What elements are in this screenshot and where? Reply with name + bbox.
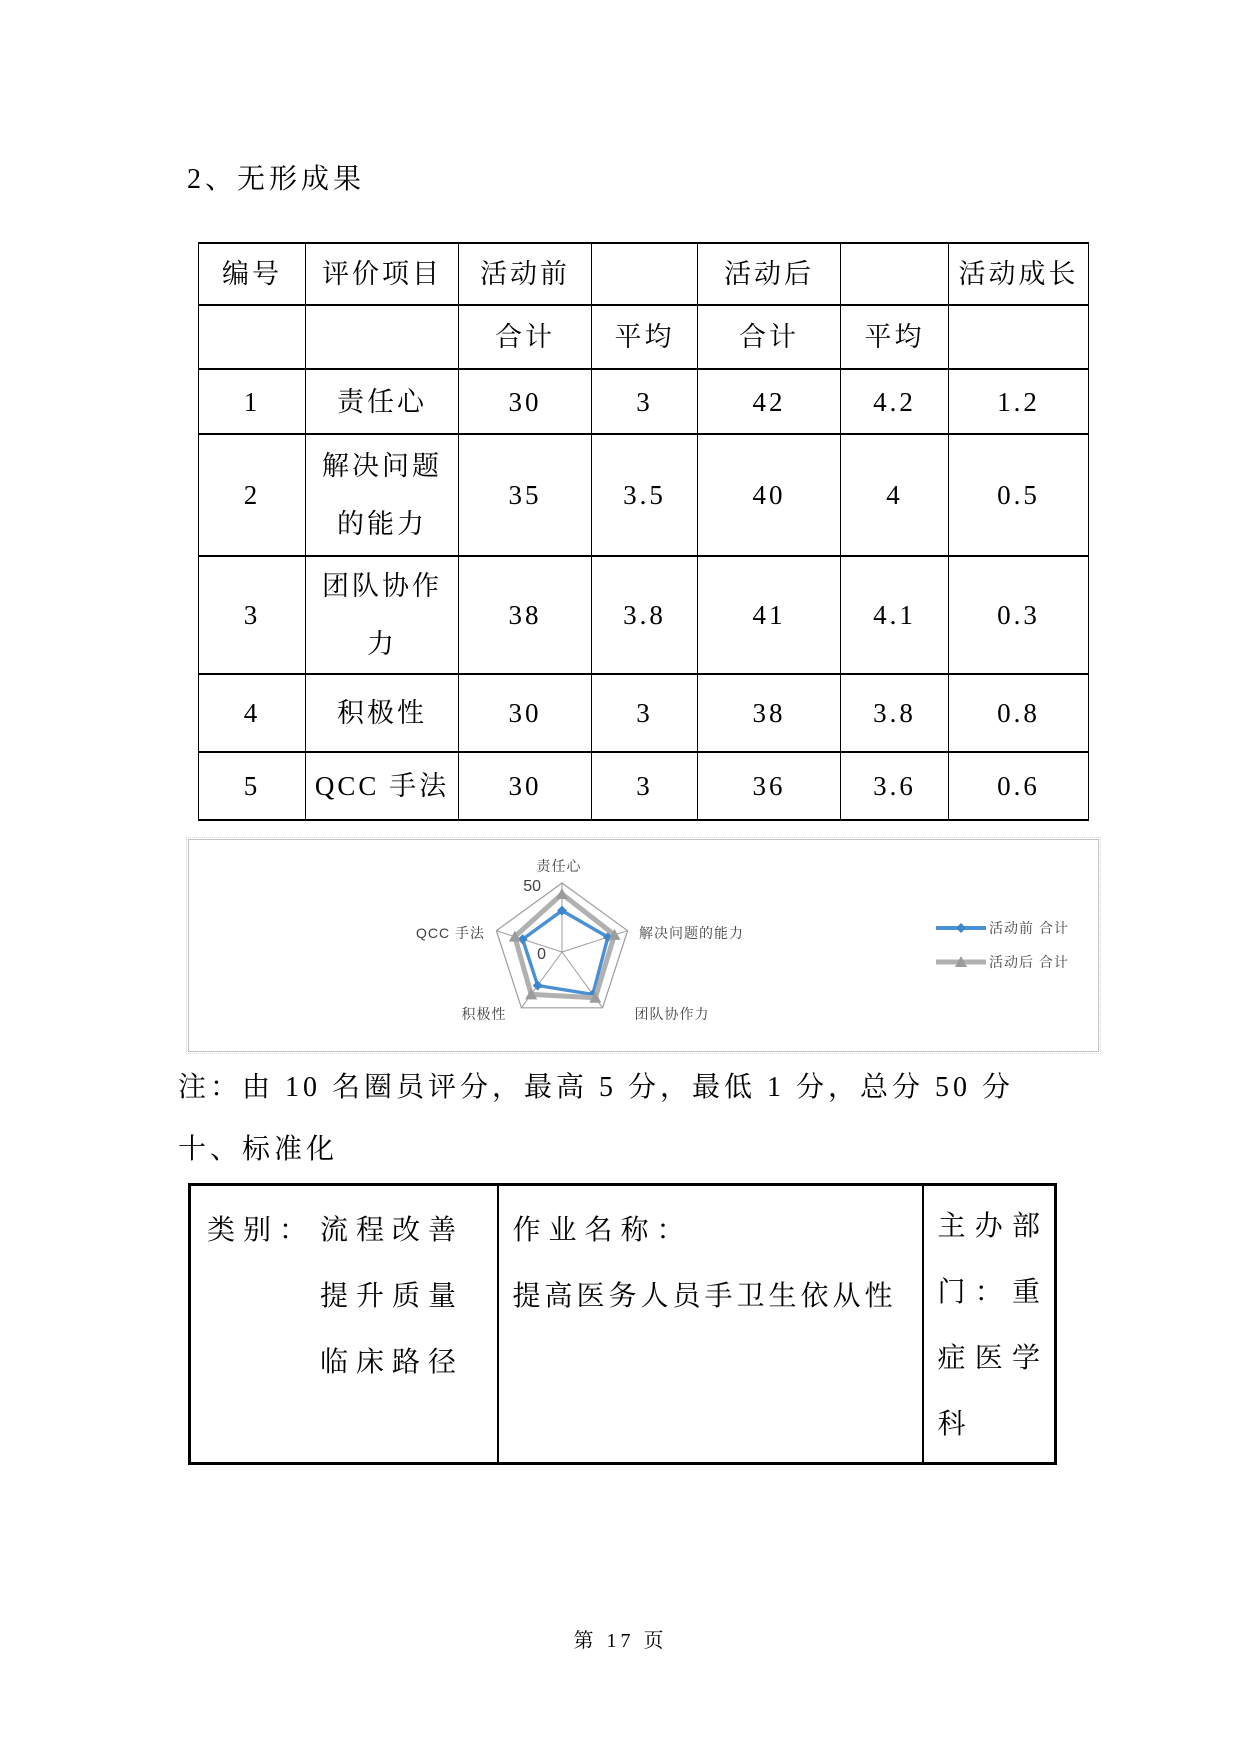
table-header-row bbox=[199, 243, 1089, 305]
cell-pre-avg: 3.8 bbox=[592, 556, 698, 674]
axis-label-problem-solving: 解决问题的能力 bbox=[639, 925, 744, 941]
cell-growth: 0.5 bbox=[949, 434, 1089, 556]
legend-label: 活动后 合计 bbox=[989, 954, 1069, 970]
table-row bbox=[190, 1185, 1056, 1464]
tick-label-0: 0 bbox=[537, 946, 546, 963]
intangible-results-table bbox=[198, 242, 1089, 821]
cell-pre-total: 30 bbox=[459, 369, 592, 434]
axis-label-teamwork: 团队协作力 bbox=[634, 1006, 710, 1022]
section-heading-intangible-results: 2、无形成果 bbox=[187, 164, 366, 195]
standardization-table bbox=[188, 1183, 1057, 1465]
legend-line-diamond-icon bbox=[936, 921, 986, 935]
department-cell bbox=[923, 1185, 1056, 1464]
header-cell: 活动成长 bbox=[949, 243, 1089, 305]
category-item: 临床路径 bbox=[320, 1347, 465, 1378]
header-cell: 平均 bbox=[841, 305, 949, 369]
cell-item: QCC 手法 bbox=[306, 752, 459, 820]
header-cell: 评价项目 bbox=[306, 243, 459, 305]
axis-label-initiative: 积极性 bbox=[461, 1006, 507, 1022]
cell-pre-avg: 3 bbox=[592, 752, 698, 820]
cell-growth: 1.2 bbox=[949, 369, 1089, 434]
cell-pre-total: 35 bbox=[459, 434, 592, 556]
cell-pre-total: 30 bbox=[459, 752, 592, 820]
cell-item: 解决问题的能力 bbox=[306, 434, 459, 556]
cell-no: 4 bbox=[199, 674, 306, 752]
header-cell bbox=[306, 305, 459, 369]
table-subheader-row bbox=[199, 305, 1089, 369]
cell-item: 责任心 bbox=[306, 369, 459, 434]
chart-legend bbox=[936, 920, 1069, 988]
cell-growth: 0.6 bbox=[949, 752, 1089, 820]
cell-post-avg: 4 bbox=[841, 434, 949, 556]
cell-no: 2 bbox=[199, 434, 306, 556]
cell-pre-avg: 3 bbox=[592, 674, 698, 752]
cell-pre-total: 30 bbox=[459, 674, 592, 752]
legend-label: 活动前 合计 bbox=[989, 920, 1069, 936]
header-cell bbox=[841, 243, 949, 305]
job-name-cell bbox=[498, 1185, 923, 1464]
note-text: 注：由 10 名圈员评分，最高 5 分，最低 1 分，总分 50 分 bbox=[178, 1072, 1015, 1103]
cell-pre-avg: 3 bbox=[592, 369, 698, 434]
cell-post-total: 40 bbox=[698, 434, 841, 556]
page-number: 第 17 页 bbox=[573, 1630, 668, 1652]
header-cell: 编号 bbox=[199, 243, 306, 305]
header-cell: 活动后 bbox=[698, 243, 841, 305]
cell-post-avg: 4.1 bbox=[841, 556, 949, 674]
cell-post-total: 41 bbox=[698, 556, 841, 674]
legend-item-before bbox=[936, 920, 1069, 936]
cell-no: 3 bbox=[199, 556, 306, 674]
cell-growth: 0.8 bbox=[949, 674, 1089, 752]
header-cell bbox=[949, 305, 1089, 369]
category-item: 提升质量 bbox=[320, 1281, 465, 1312]
legend-item-after bbox=[936, 954, 1069, 970]
department-value: 主办部门：重症医学科 bbox=[937, 1211, 1042, 1440]
cell-item: 积极性 bbox=[306, 674, 459, 752]
cell-post-total: 36 bbox=[698, 752, 841, 820]
header-cell: 合计 bbox=[459, 305, 592, 369]
legend-line-triangle-icon bbox=[936, 955, 986, 969]
header-cell bbox=[592, 243, 698, 305]
table-row bbox=[199, 369, 1089, 434]
cell-post-avg: 4.2 bbox=[841, 369, 949, 434]
table-row bbox=[199, 556, 1089, 674]
job-name-value: 提高医务人员手卫生依从性 bbox=[512, 1281, 897, 1312]
header-cell: 合计 bbox=[698, 305, 841, 369]
table-row bbox=[199, 674, 1089, 752]
table-row bbox=[199, 752, 1089, 820]
axis-label-responsibility: 责任心 bbox=[536, 858, 582, 874]
cell-post-total: 38 bbox=[698, 674, 841, 752]
radar-chart-panel bbox=[188, 839, 1099, 1052]
axis-label-qcc-method: QCC 手法 bbox=[416, 925, 485, 941]
category-cell bbox=[190, 1185, 498, 1464]
header-cell bbox=[199, 305, 306, 369]
header-cell: 平均 bbox=[592, 305, 698, 369]
cell-no: 5 bbox=[199, 752, 306, 820]
cell-pre-total: 38 bbox=[459, 556, 592, 674]
job-name-label: 作业名称： bbox=[512, 1215, 693, 1246]
cell-growth: 0.3 bbox=[949, 556, 1089, 674]
category-item: 流程改善 bbox=[320, 1215, 465, 1246]
cell-item: 团队协作力 bbox=[306, 556, 459, 674]
cell-post-avg: 3.8 bbox=[841, 674, 949, 752]
category-label: 类别： bbox=[207, 1215, 316, 1246]
header-cell: 活动前 bbox=[459, 243, 592, 305]
table-row bbox=[199, 434, 1089, 556]
cell-no: 1 bbox=[199, 369, 306, 434]
section-heading-standardization: 十、标准化 bbox=[178, 1134, 339, 1165]
cell-post-avg: 3.6 bbox=[841, 752, 949, 820]
tick-label-50: 50 bbox=[523, 878, 541, 895]
cell-post-total: 42 bbox=[698, 369, 841, 434]
cell-pre-avg: 3.5 bbox=[592, 434, 698, 556]
